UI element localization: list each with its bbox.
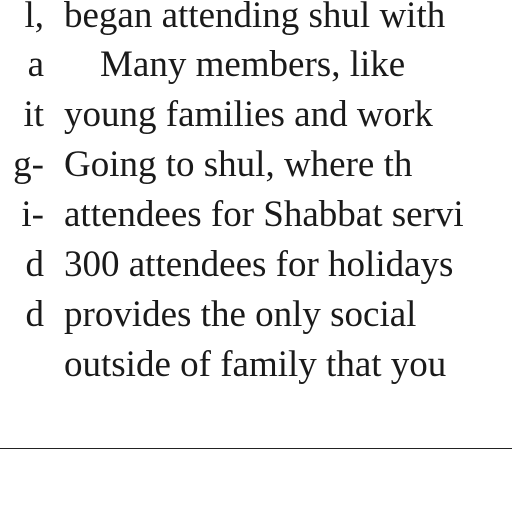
left-line-3: it: [23, 94, 44, 135]
right-line-7: provides the only social: [64, 294, 417, 335]
left-line-7: d: [25, 294, 44, 335]
left-line-4: g-: [13, 144, 44, 185]
right-line-6: 300 attendees for holidays: [64, 244, 454, 285]
left-line-2: a: [27, 44, 44, 85]
left-line-1: l,: [24, 0, 44, 36]
right-line-4: Going to shul, where th: [64, 144, 413, 185]
right-line-5: attendees for Shabbat servi: [64, 194, 464, 235]
right-line-2: Many members, like: [100, 44, 406, 85]
left-column-text: [0, 0, 44, 360]
left-line-5: i-: [21, 194, 44, 235]
right-line-3: young families and work: [64, 94, 433, 135]
right-column-text: [64, 0, 512, 400]
left-line-6: d: [25, 244, 44, 285]
right-line-1: began attending shul with: [64, 0, 446, 36]
right-line-8: outside of family that you: [64, 344, 447, 385]
horizontal-divider: [0, 448, 512, 449]
